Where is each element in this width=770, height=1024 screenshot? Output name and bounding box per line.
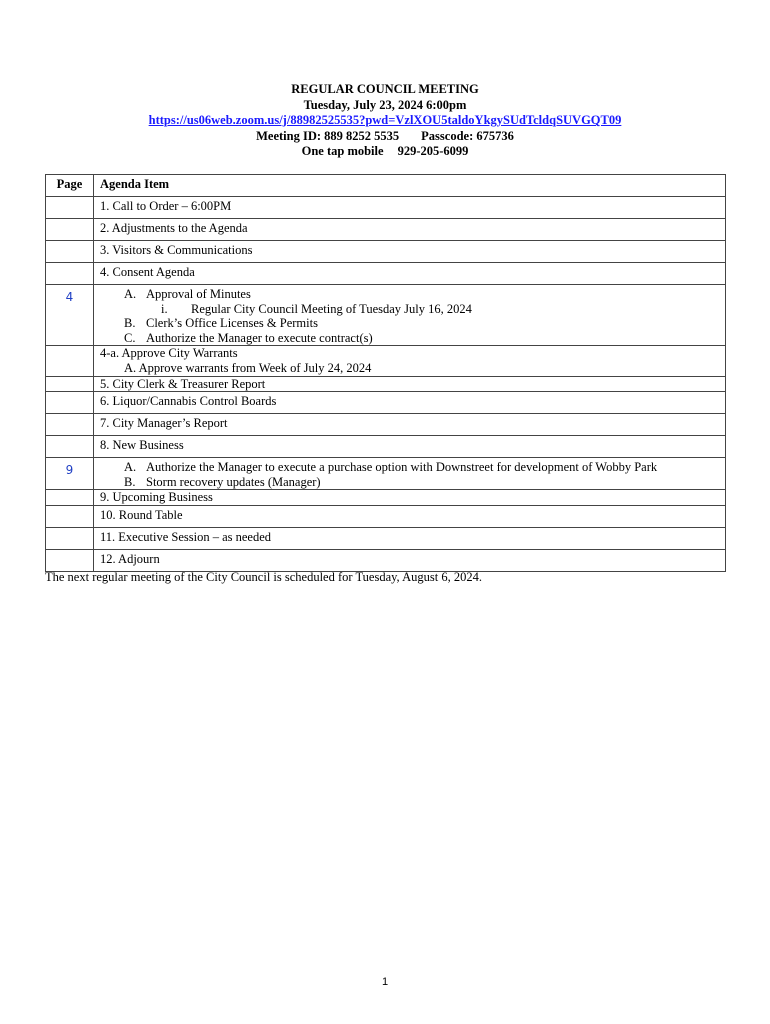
page-cell [46, 414, 94, 436]
agenda-item-column-header: Agenda Item [94, 175, 726, 197]
table-row [46, 197, 726, 219]
page-cell [46, 549, 94, 571]
agenda-item: 8. New Business [94, 436, 726, 458]
tap-number: 929-205-6099 [397, 144, 469, 159]
new-business-item-a: A. Authorize the Manager to execute a purchase option with Downstreet for development of Wobby Park [124, 460, 658, 475]
table-row [46, 392, 726, 414]
page-cell [46, 376, 94, 392]
agenda-item-warrants [94, 346, 726, 376]
page-cell [46, 392, 94, 414]
agenda-item: 1. Call to Order – 6:00PM [94, 197, 726, 219]
next-meeting-note: The next regular meeting of the City Council is scheduled for Tuesday, August 6, 2024. [45, 570, 482, 584]
page-reference-link[interactable]: 4 [65, 290, 74, 304]
agenda-item: 11. Executive Session – as needed [94, 527, 726, 549]
page-cell [46, 219, 94, 241]
table-row [46, 219, 726, 241]
page-cell [46, 436, 94, 458]
tap-label: One tap mobile [301, 144, 384, 159]
table-row [46, 414, 726, 436]
agenda-item: 9. Upcoming Business [94, 490, 726, 506]
agenda-table [45, 174, 726, 572]
table-row [46, 285, 726, 346]
consent-item-a-i: i. Regular City Council Meeting of Tuesday July 16, 2024 [161, 301, 472, 316]
meeting-header [0, 82, 770, 160]
consent-item-c: C. Authorize the Manager to execute contract(s) [124, 330, 373, 345]
consent-item-a: A. Approval of Minutes [124, 287, 251, 301]
agenda-item-new-business-details [94, 458, 726, 490]
page-cell [46, 505, 94, 527]
table-row [46, 527, 726, 549]
agenda-item: 6. Liquor/Cannabis Control Boards [94, 392, 726, 414]
table-row [46, 490, 726, 506]
page-cell [46, 346, 94, 376]
agenda-item: 10. Round Table [94, 505, 726, 527]
passcode: Passcode: 675736 [421, 128, 514, 143]
table-row [46, 436, 726, 458]
page-cell [46, 285, 94, 346]
agenda-item: 5. City Clerk & Treasurer Report [94, 376, 726, 392]
table-row [46, 376, 726, 392]
agenda-item: 2. Adjustments to the Agenda [94, 219, 726, 241]
warrants-title: 4-a. Approve City Warrants [100, 346, 238, 361]
table-row [46, 241, 726, 263]
table-header-row [46, 175, 726, 197]
consent-item-b: B. Clerk’s Office Licenses & Permits [124, 316, 318, 331]
page-cell [46, 197, 94, 219]
table-row [46, 505, 726, 527]
table-row [46, 346, 726, 376]
agenda-item-consent-details [94, 285, 726, 346]
tap-mobile [0, 144, 770, 160]
page-number: 1 [381, 976, 389, 988]
new-business-item-b: B. Storm recovery updates (Manager) [124, 474, 321, 489]
agenda-item: 4. Consent Agenda [94, 263, 726, 285]
page-cell [46, 490, 94, 506]
agenda-item: 12. Adjourn [94, 549, 726, 571]
meeting-title: REGULAR COUNCIL MEETING [291, 82, 479, 96]
table-row [46, 549, 726, 571]
page-cell [46, 241, 94, 263]
warrants-detail: A. Approve warrants from Week of July 24, 2024 [124, 360, 372, 375]
page-column-header: Page [46, 175, 94, 197]
page-cell [46, 458, 94, 490]
meeting-credentials [0, 129, 770, 145]
agenda-item: 3. Visitors & Communications [94, 241, 726, 263]
page-cell [46, 527, 94, 549]
table-row [46, 263, 726, 285]
page-reference-link[interactable]: 9 [65, 463, 74, 478]
meeting-id: Meeting ID: 889 8252 5535 [256, 128, 400, 143]
zoom-link[interactable]: https://us06web.zoom.us/j/88982525535?pwd=VzlXOU5taldoYkgySUdTcldqSUVGQT09 [148, 113, 622, 128]
agenda-item: 7. City Manager’s Report [94, 414, 726, 436]
meeting-date: Tuesday, July 23, 2024 6:00pm [303, 97, 467, 112]
table-row [46, 458, 726, 490]
page-cell [46, 263, 94, 285]
